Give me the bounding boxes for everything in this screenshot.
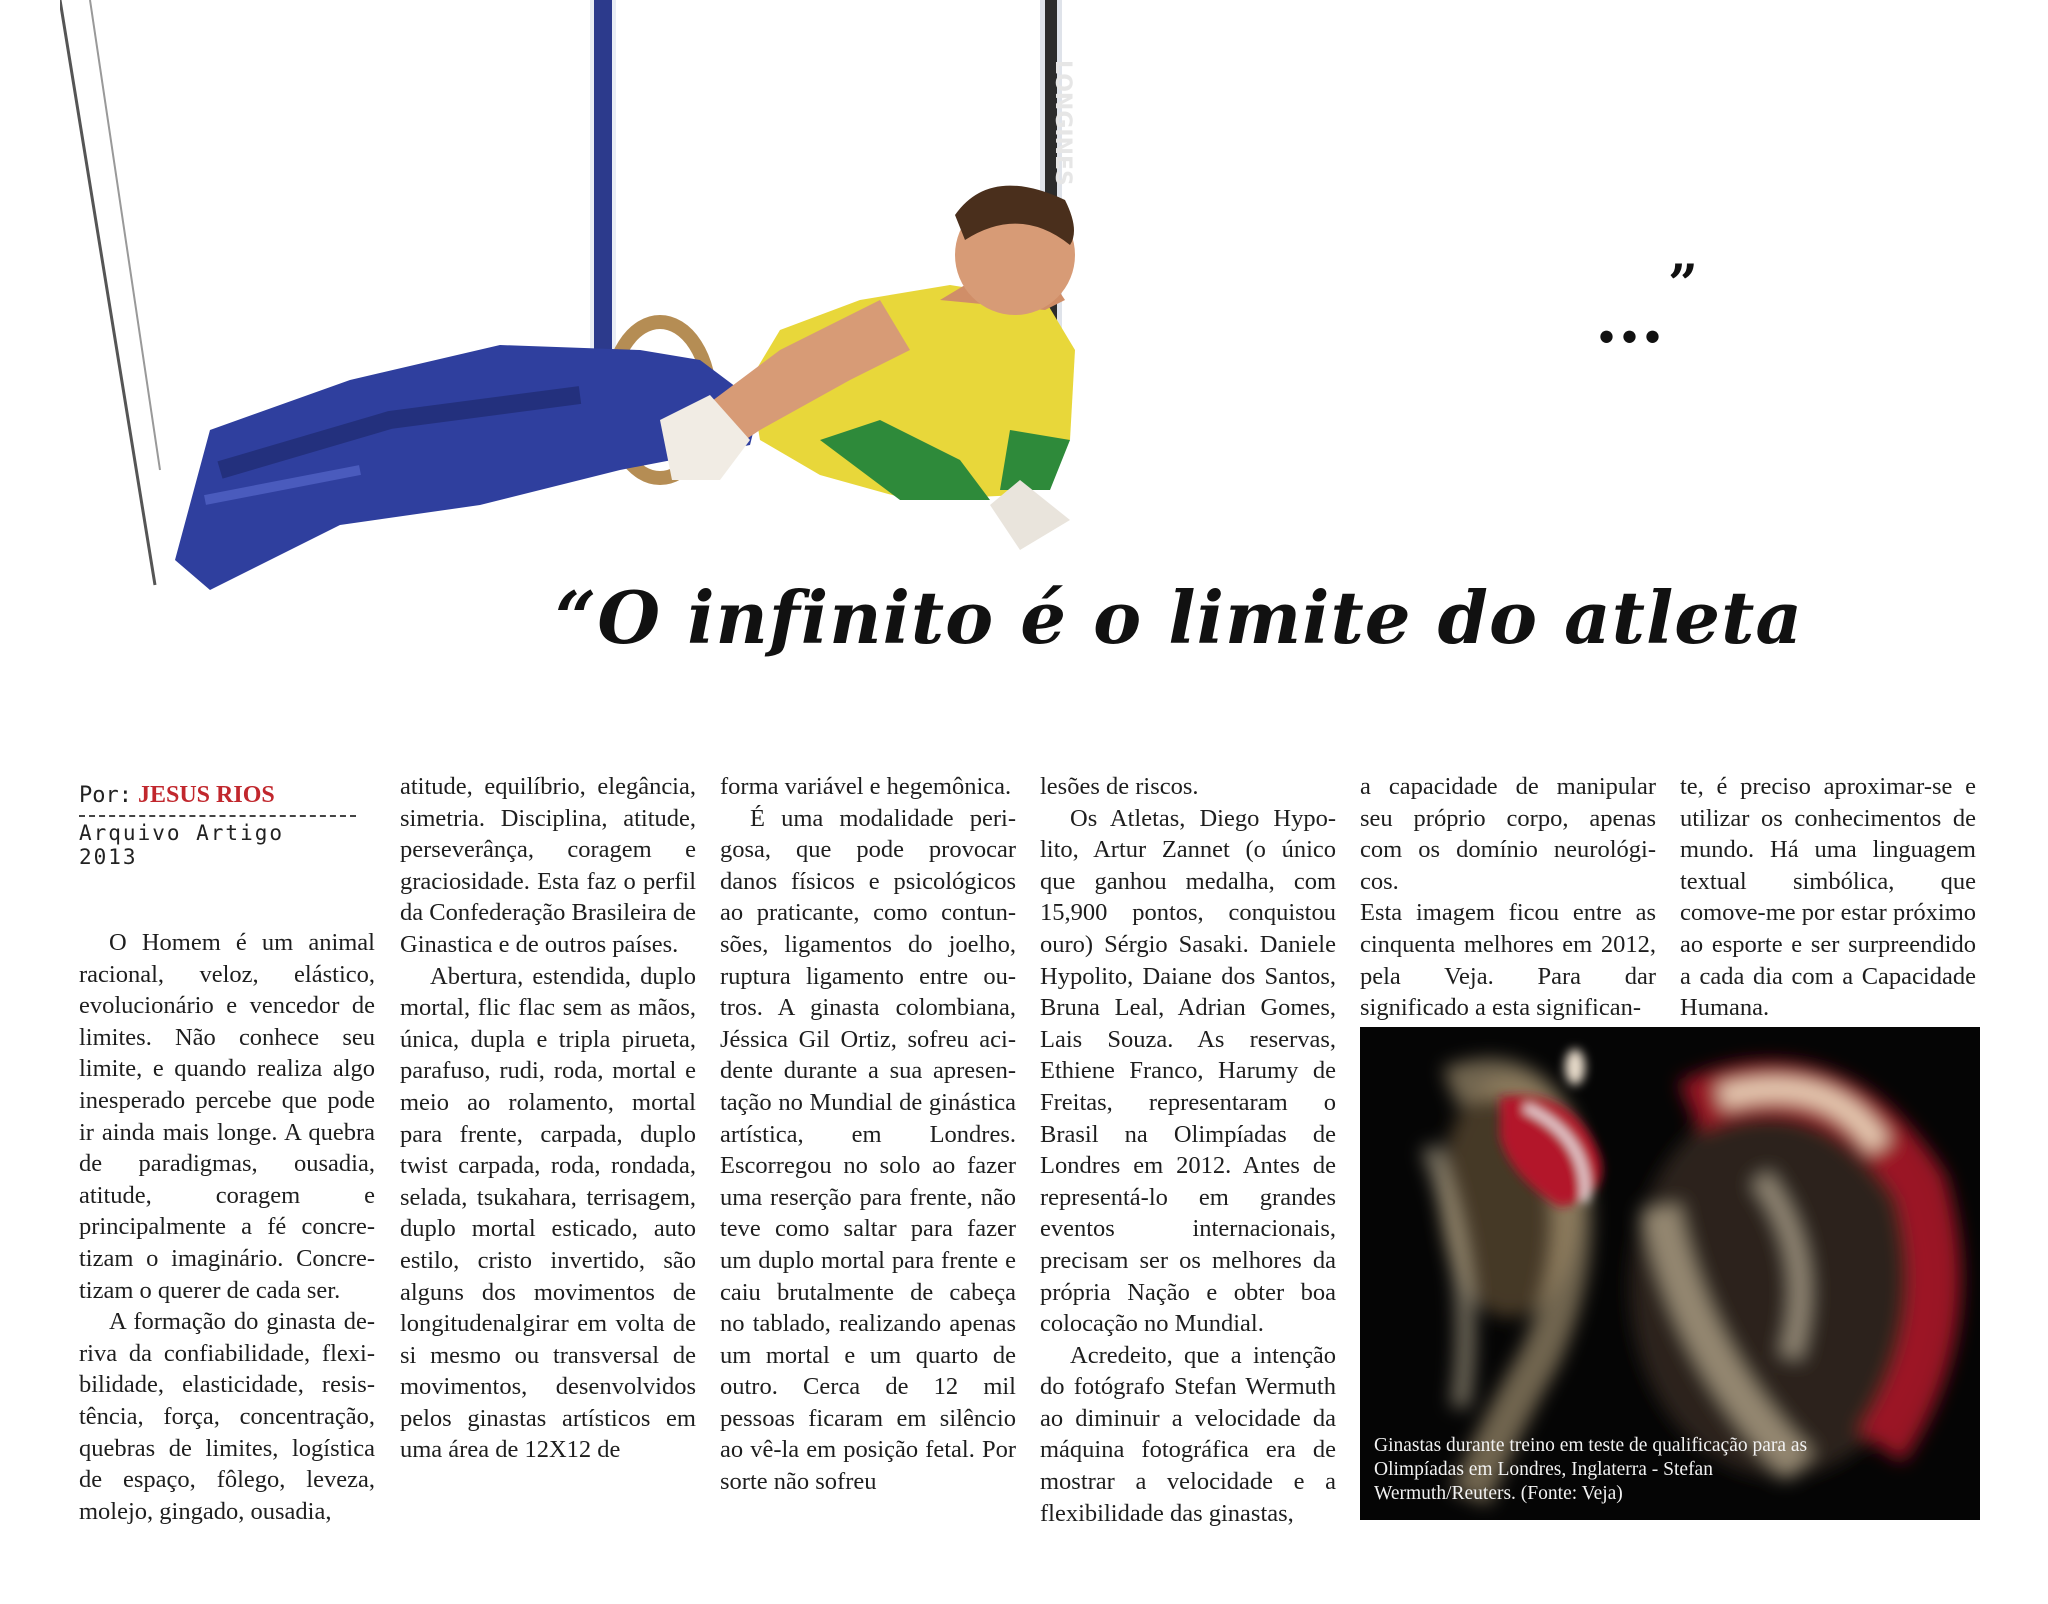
paragraph: Acredeito, que a intenção do fotógrafo Stefan Wermuth ao diminuir a velocidade da máquina fotográfica era de mostrar a velocidade e a flexibilidade das ginastas, xyxy=(1040,1341,1336,1527)
headline-ellipsis: ... xyxy=(1595,280,1664,358)
photo-caption: Ginastas durante treino em teste de qualificação para as Olimpíadas em Londres, Inglaterra - Stefan Wermuth/Reuters. (Fonte: Veja) xyxy=(1374,1435,1808,1504)
gymnasts-motion-photo xyxy=(1360,1027,1980,1520)
byline-author: JESUS RIOS xyxy=(137,782,275,808)
article-column-1 xyxy=(79,927,375,1527)
paragraph: Esta imagem ficou entre as cinquenta melhores em 2012, pela Veja. Para dar significado a esta significan- xyxy=(1360,899,1656,1022)
article-column-4 xyxy=(1040,771,1336,1529)
paragraph: Os Atletas, Diego Hypolito, Artur Zannet (o único que ganhou medalha, com 15,900 pontos, conquistou ouro) Sérgio Sasaki. Daniele Hypolito, Daiane dos Santos, Bruna Leal, Adrian Gomes, Lais Souza. As reservas, Ethiene Franco, Harumy de Freitas, representaram o Brasil na Olimpíadas de Londres em 2012. Antes de representá-lo em grandes eventos internacionais, precisam ser os melhores da própria Nação e obter boa colocação no Mundial. xyxy=(1040,804,1336,1338)
article-column-5 xyxy=(1360,771,1656,1024)
byline xyxy=(79,782,356,869)
paragraph: Abertura, estendida, duplo mortal, flic flac sem as mãos, única, dupla e tripla pirueta, parafuso, rudi, roda, mortal e meio ao rolamento, mortal para frente, carpada, duplo twist carpada, roda, rondada, selada, tsukahara, terrisagem, duplo mortal esticado, auto estilo, cristo invertido, são alguns dos movimentos de longitudenalgirar em volta de si mesmo ou transversal de movimentos, desenvolvidos pelos ginastas artísticos em uma área de 12X12 de xyxy=(400,962,696,1464)
article-column-6 xyxy=(1680,771,1976,1024)
byline-prefix: Por: xyxy=(79,783,132,808)
paragraph: te, é preciso aproximar-se e utilizar os conhecimentos de mundo. Há uma linguagem textual simbólica, que comove-me por estar próximo ao esporte e ser surpreendido a cada dia com a Capacidade Humana. xyxy=(1680,773,1976,1022)
paragraph: a capacidade de manipular seu próprio corpo, apenas com os domínio neurológicos. xyxy=(1360,773,1656,895)
paragraph: atitude, equilíbrio, elegância, simetria. Disciplina, atitude, perseverânça, coragem e graciosidade. Esta faz o perfil da Confederação Brasileira de Ginastica e de outros países. xyxy=(400,773,696,958)
headline: “O infinito é o limite do atleta xyxy=(555,575,1804,660)
byline-archive: Arquivo Artigo 2013 xyxy=(79,821,285,869)
paragraph: A formação do ginasta deriva da confiabilidade, flexibilidade, elasticidade, resistência, força, concentração, quebras de limites, logística de espaço, fôlego, leveza, molejo, gingado, ousadia, xyxy=(79,1308,375,1525)
paragraph: O Homem é um animal racional, veloz, elástico, evolucionário e vencedor de limites. Não conhece seu limite, e quando realiza algo inesperado percebe que pode ir ainda mais longe. A quebra de paradigmas, ousadia, atitude, coragem e principalmente a fé concretizam o imaginário. Concretizam o querer de cada ser. xyxy=(79,929,375,1304)
byline-author-row xyxy=(79,782,356,809)
paragraph: forma variável e hegemônica. xyxy=(720,773,1012,800)
headline-closing-quote: ” xyxy=(1667,254,1698,315)
ring-strap-logo: LONGINES xyxy=(1050,60,1075,186)
paragraph: lesões de riscos. xyxy=(1040,773,1199,800)
paragraph: É uma modalidade perigosa, que pode provocar danos físicos e psicológicos ao praticante, como contunsões, ligamentos do joelho, ruptura ligamento entre outros. A ginasta colombiana, Jéssica Gil Ortiz, sofreu acidente durante a sua apresentação no Mundial de ginástica artística, em Londres. Escorregou no solo ao fazer uma reserção para frente, não teve como saltar para fazer um duplo mortal para frente e caiu brutalmente de cabeça no tablado, realizando apenas um mortal e um quarto de outro. Cerca de 12 mil pessoas ficaram em silêncio ao vê-la em posição fetal. Por sorte não sofreu xyxy=(720,804,1016,1496)
hero-gymnast-photo xyxy=(60,0,1080,590)
headline-ending xyxy=(1595,254,1698,358)
article-column-2 xyxy=(400,771,696,1466)
article-column-3 xyxy=(720,771,1016,1498)
byline-divider xyxy=(79,815,356,817)
